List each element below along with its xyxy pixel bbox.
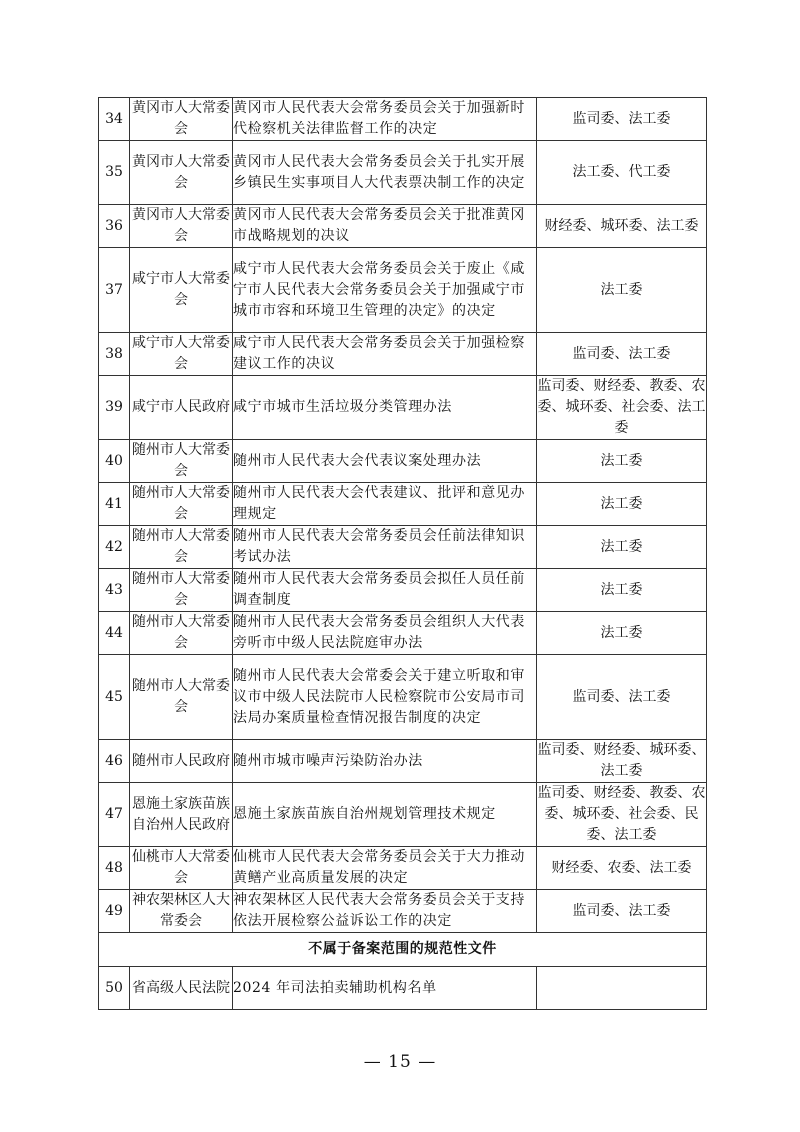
document-title: 仙桃市人民代表大会常务委员会关于大力推动黄鳝产业高质量发展的决定 xyxy=(233,847,537,890)
document-title: 随州市城市噪声污染防治办法 xyxy=(233,740,537,783)
table-row xyxy=(99,526,707,569)
issuing-body: 随州市人大常委会 xyxy=(130,526,233,569)
review-committees: 监司委、法工委 xyxy=(537,98,707,141)
row-number: 35 xyxy=(99,141,130,205)
table-row xyxy=(99,740,707,783)
row-number: 38 xyxy=(99,333,130,376)
section-header-row xyxy=(99,933,707,967)
table-row xyxy=(99,967,707,1010)
section-header: 不属于备案范围的规范性文件 xyxy=(99,933,707,967)
table-row xyxy=(99,655,707,740)
issuing-body: 黄冈市人大常委会 xyxy=(130,98,233,141)
page-number: — 15 — xyxy=(363,1052,437,1072)
row-number: 40 xyxy=(99,440,130,483)
table-row xyxy=(99,612,707,655)
document-title: 随州市人民代表大会代表议案处理办法 xyxy=(233,440,537,483)
document-title: 随州市人民代表大会常委会关于建立听取和审议市中级人民法院市人民检察院市公安局市司法局办案质量检查情况报告制度的决定 xyxy=(233,655,537,740)
issuing-body: 咸宁市人大常委会 xyxy=(130,248,233,333)
issuing-body: 随州市人民政府 xyxy=(130,740,233,783)
review-committees: 法工委 xyxy=(537,569,707,612)
row-number: 34 xyxy=(99,98,130,141)
document-title: 咸宁市人民代表大会常务委员会关于废止《咸宁市人民代表大会常务委员会关于加强咸宁市城市市容和环境卫生管理的决定》的决定 xyxy=(233,248,537,333)
document-title: 神农架林区人民代表大会常务委员会关于支持依法开展检察公益诉讼工作的决定 xyxy=(233,890,537,933)
table-row xyxy=(99,483,707,526)
issuing-body: 黄冈市人大常委会 xyxy=(130,205,233,248)
table-row xyxy=(99,890,707,933)
review-committees: 监司委、法工委 xyxy=(537,655,707,740)
review-committees: 监司委、法工委 xyxy=(537,890,707,933)
issuing-body: 咸宁市人大常委会 xyxy=(130,333,233,376)
issuing-body: 随州市人大常委会 xyxy=(130,569,233,612)
issuing-body: 随州市人大常委会 xyxy=(130,655,233,740)
table-row xyxy=(99,141,707,205)
review-committees: 法工委 xyxy=(537,526,707,569)
document-title: 随州市人民代表大会常务委员会拟任人员任前调查制度 xyxy=(233,569,537,612)
row-number: 36 xyxy=(99,205,130,248)
issuing-body: 黄冈市人大常委会 xyxy=(130,141,233,205)
review-committees: 财经委、农委、法工委 xyxy=(537,847,707,890)
filing-table xyxy=(98,97,707,1010)
table-row xyxy=(99,205,707,248)
issuing-body: 咸宁市人民政府 xyxy=(130,376,233,440)
document-title: 随州市人民代表大会常务委员会组织人大代表旁听市中级人民法院庭审办法 xyxy=(233,612,537,655)
table-row xyxy=(99,569,707,612)
document-title: 2024 年司法拍卖辅助机构名单 xyxy=(233,967,537,1010)
table-row xyxy=(99,783,707,847)
row-number: 39 xyxy=(99,376,130,440)
row-number: 43 xyxy=(99,569,130,612)
issuing-body: 省高级人民法院 xyxy=(130,967,233,1010)
review-committees: 法工委、代工委 xyxy=(537,141,707,205)
document-title: 恩施土家族苗族自治州规划管理技术规定 xyxy=(233,783,537,847)
issuing-body: 随州市人大常委会 xyxy=(130,483,233,526)
table-row xyxy=(99,333,707,376)
row-number: 47 xyxy=(99,783,130,847)
row-number: 48 xyxy=(99,847,130,890)
review-committees: 监司委、财经委、教委、农委、城环委、社会委、法工委 xyxy=(537,376,707,440)
review-committees: 法工委 xyxy=(537,440,707,483)
issuing-body: 神农架林区人大常委会 xyxy=(130,890,233,933)
review-committees xyxy=(537,967,707,1010)
document-title: 黄冈市人民代表大会常务委员会关于加强新时代检察机关法律监督工作的决定 xyxy=(233,98,537,141)
document-title: 黄冈市人民代表大会常务委员会关于扎实开展乡镇民生实事项目人大代表票决制工作的决定 xyxy=(233,141,537,205)
review-committees: 法工委 xyxy=(537,248,707,333)
review-committees: 财经委、城环委、法工委 xyxy=(537,205,707,248)
table-row xyxy=(99,98,707,141)
review-committees: 监司委、财经委、城环委、法工委 xyxy=(537,740,707,783)
row-number: 50 xyxy=(99,967,130,1010)
row-number: 45 xyxy=(99,655,130,740)
document-title: 黄冈市人民代表大会常务委员会关于批准黄冈市战略规划的决议 xyxy=(233,205,537,248)
document-title: 随州市人民代表大会代表建议、批评和意见办理规定 xyxy=(233,483,537,526)
table-row xyxy=(99,376,707,440)
table-row xyxy=(99,440,707,483)
issuing-body: 随州市人大常委会 xyxy=(130,440,233,483)
issuing-body: 恩施土家族苗族自治州人民政府 xyxy=(130,783,233,847)
row-number: 41 xyxy=(99,483,130,526)
row-number: 37 xyxy=(99,248,130,333)
issuing-body: 仙桃市人大常委会 xyxy=(130,847,233,890)
row-number: 44 xyxy=(99,612,130,655)
document-title: 随州市人民代表大会常务委员会任前法律知识考试办法 xyxy=(233,526,537,569)
review-committees: 监司委、法工委 xyxy=(537,333,707,376)
row-number: 46 xyxy=(99,740,130,783)
table-row xyxy=(99,847,707,890)
row-number: 49 xyxy=(99,890,130,933)
row-number: 42 xyxy=(99,526,130,569)
document-title: 咸宁市人民代表大会常务委员会关于加强检察建议工作的决议 xyxy=(233,333,537,376)
review-committees: 法工委 xyxy=(537,483,707,526)
review-committees: 法工委 xyxy=(537,612,707,655)
table-row xyxy=(99,248,707,333)
issuing-body: 随州市人大常委会 xyxy=(130,612,233,655)
document-title: 咸宁市城市生活垃圾分类管理办法 xyxy=(233,376,537,440)
review-committees: 监司委、财经委、教委、农委、城环委、社会委、民委、法工委 xyxy=(537,783,707,847)
